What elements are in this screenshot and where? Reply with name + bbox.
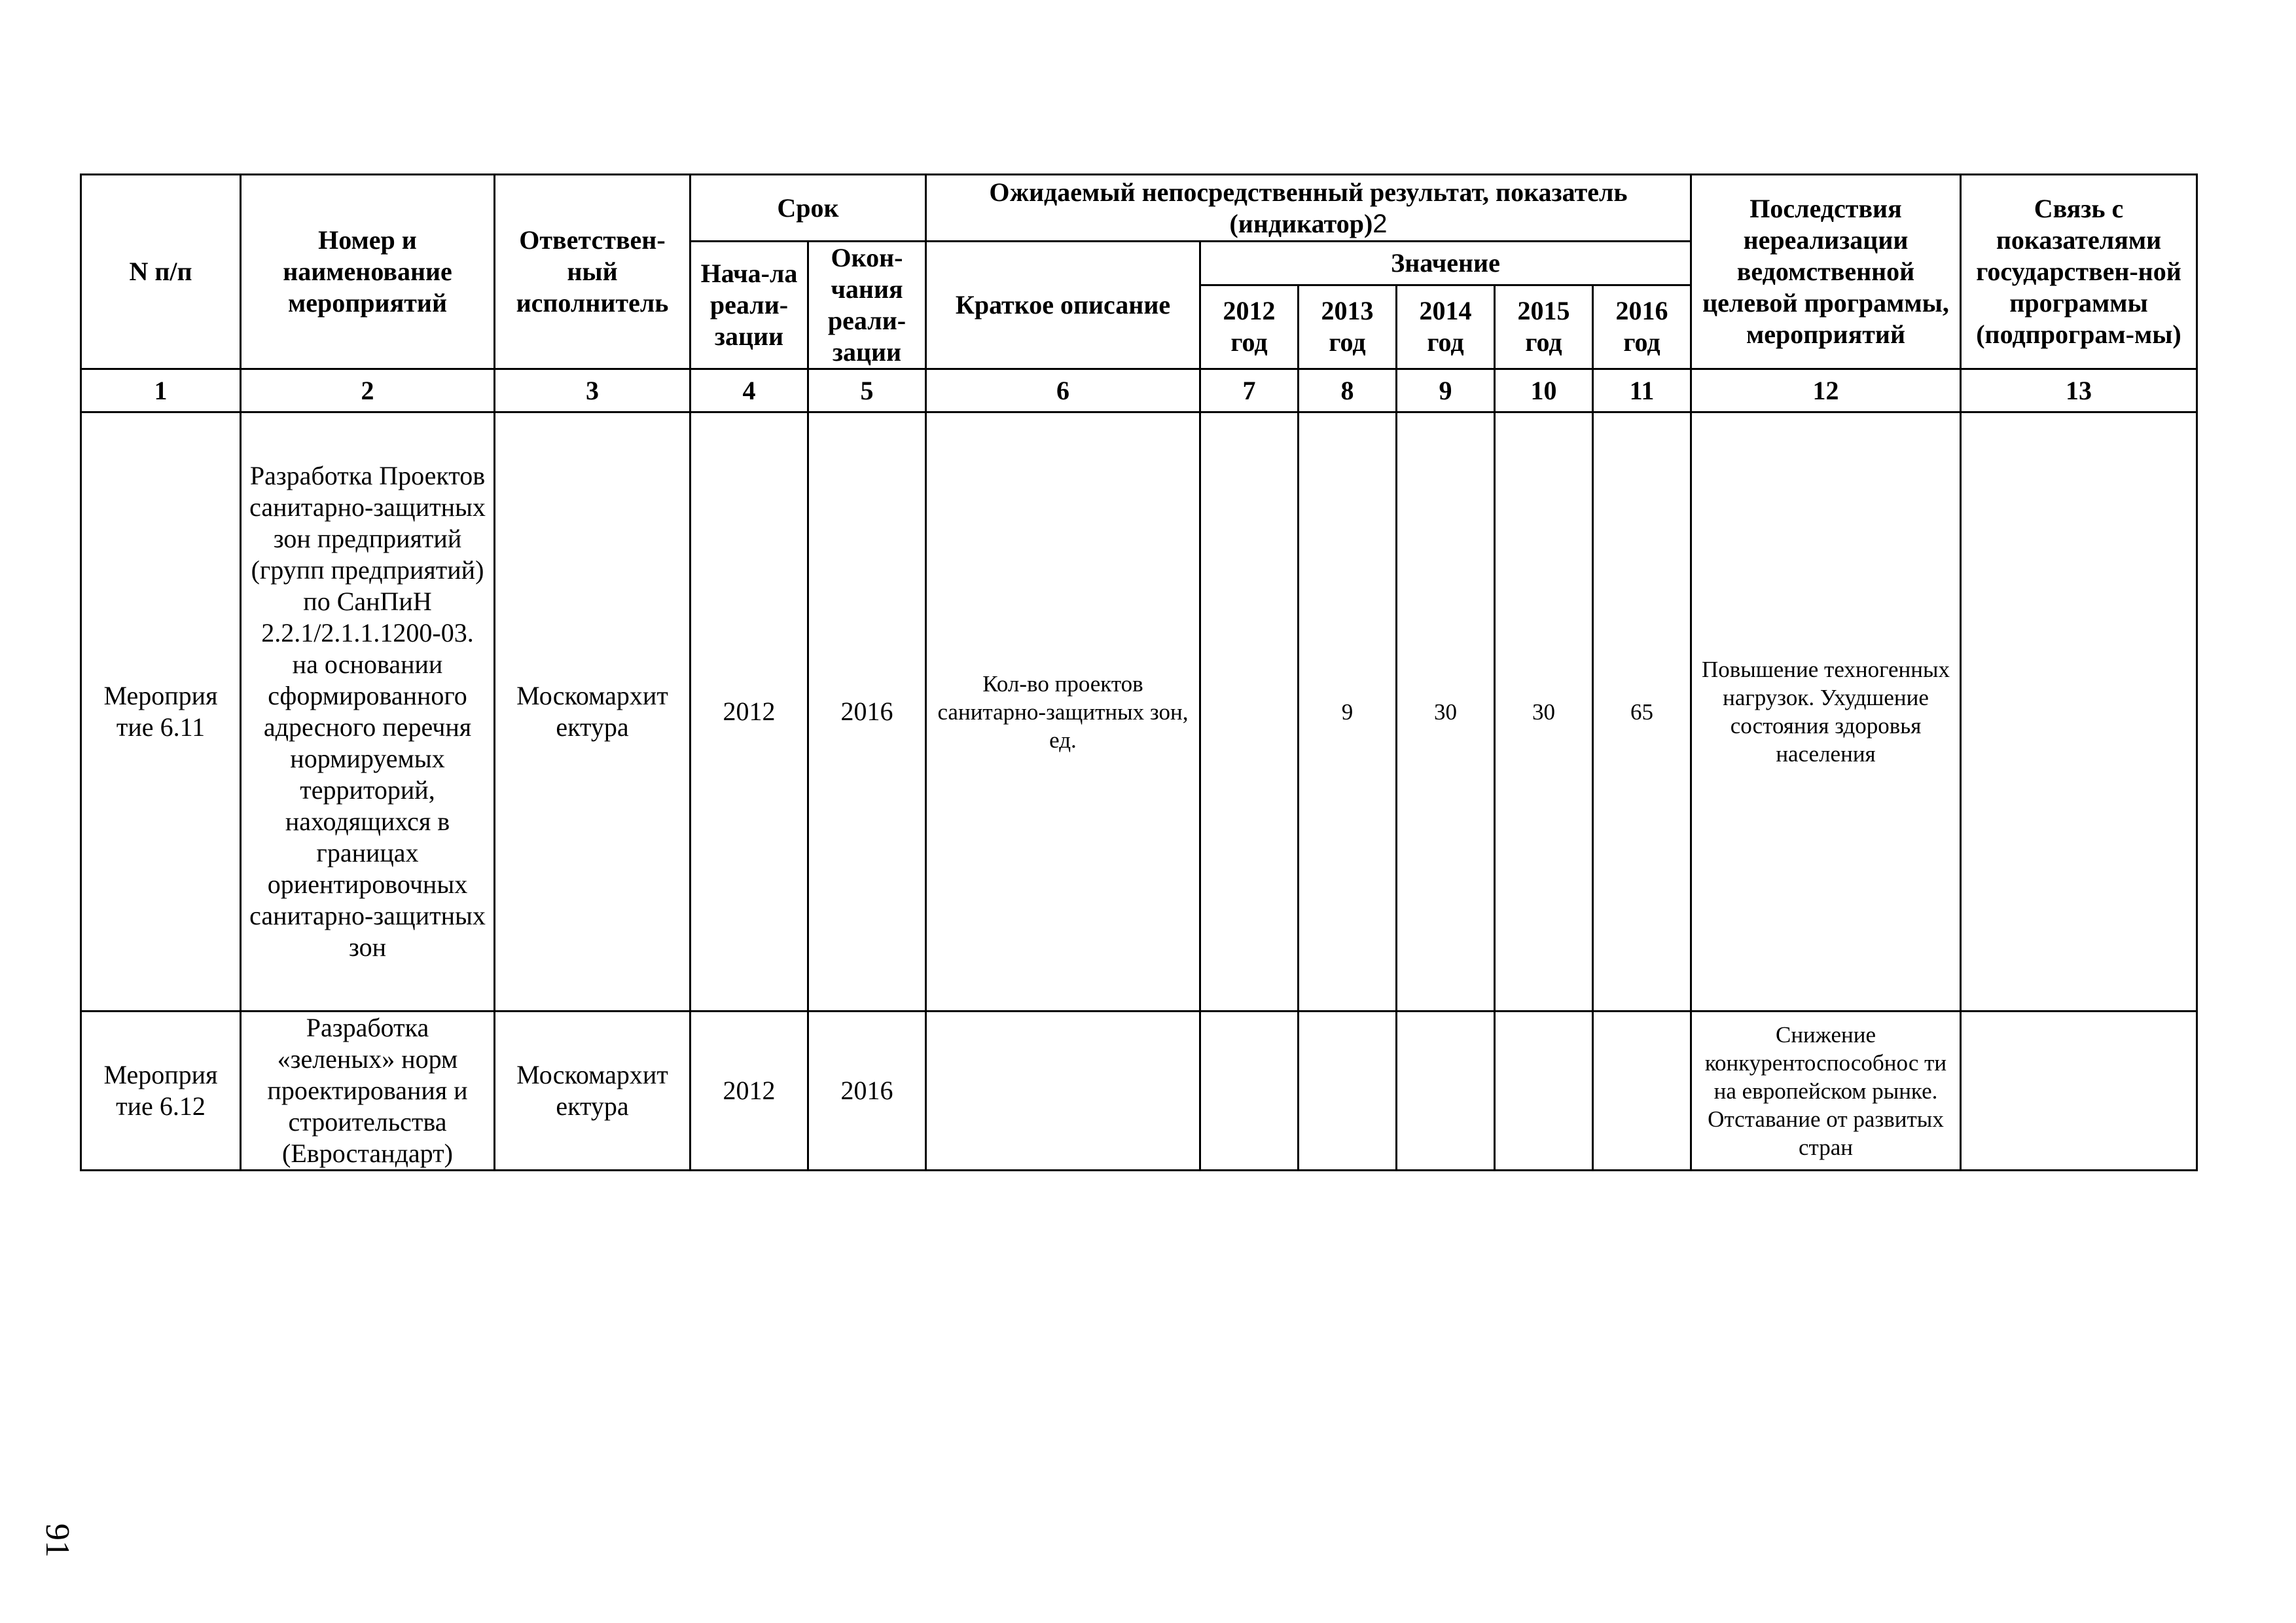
header-expected-result xyxy=(926,175,1691,242)
value-2014 xyxy=(1397,1012,1495,1171)
result-description xyxy=(926,1012,1200,1171)
value-2015 xyxy=(1495,1012,1593,1171)
non-implementation-consequences: Повышение техногенных нагрузок. Ухудшение состояния здоровья населения xyxy=(1691,412,1961,1012)
program-activities-table xyxy=(80,173,2198,1171)
start-year: 2012 xyxy=(691,412,808,1012)
value-2015: 30 xyxy=(1495,412,1593,1012)
responsible-executor: Москомархит ектура xyxy=(495,1012,691,1171)
start-year: 2012 xyxy=(691,1012,808,1171)
header-year-2012: 2012 год xyxy=(1200,285,1299,369)
non-implementation-consequences: Снижение конкурентоспособнос ти на европейском рынке. Отставание от развитых стран xyxy=(1691,1012,1961,1171)
header-short-description: Краткое описание xyxy=(926,242,1200,369)
value-2016 xyxy=(1593,1012,1691,1171)
header-term: Срок xyxy=(691,175,926,242)
column-number: 4 xyxy=(691,369,808,412)
table-row xyxy=(81,412,2197,1012)
header-responsible: Ответствен-ный исполнитель xyxy=(495,175,691,369)
header-term-start: Нача-ла реали-зации xyxy=(691,242,808,369)
result-description: Кол-во проектов санитарно-защитных зон, ед. xyxy=(926,412,1200,1012)
column-number-row xyxy=(81,369,2197,412)
column-number: 6 xyxy=(926,369,1200,412)
header-expected-result-text: Ожидаемый непосредственный результат, показатель (индикатор) xyxy=(989,177,1628,238)
column-number: 9 xyxy=(1397,369,1495,412)
value-2016: 65 xyxy=(1593,412,1691,1012)
header-year-2014: 2014 год xyxy=(1397,285,1495,369)
value-2012 xyxy=(1200,1012,1299,1171)
header-program-link: Связь с показателями государствен-ной программы (подпрограм-мы) xyxy=(1961,175,2197,369)
column-number: 11 xyxy=(1593,369,1691,412)
header-consequences: Последствия нереализации ведомственной целевой программы, мероприятий xyxy=(1691,175,1961,369)
column-number: 7 xyxy=(1200,369,1299,412)
page-number: 91 xyxy=(39,1523,76,1558)
end-year: 2016 xyxy=(808,412,926,1012)
column-number: 12 xyxy=(1691,369,1961,412)
activity-name: Разработка «зеленых» норм проектирования и строительства (Евростандарт) xyxy=(241,1012,495,1171)
column-number: 1 xyxy=(81,369,241,412)
responsible-executor: Москомархит ектура xyxy=(495,412,691,1012)
value-2013: 9 xyxy=(1299,412,1397,1012)
activity-name: Разработка Проектов санитарно-защитных зон предприятий (групп предприятий) по СанПиН 2.2.1/2.1.1.1200-03. на основании сформированного адресного перечня нормируемых территорий, находящихся в границах ориентировочных санитарно-защитных зон xyxy=(241,412,495,1012)
header-expected-result-mark: 2 xyxy=(1372,209,1388,238)
activity-number: Мероприя тие 6.12 xyxy=(81,1012,241,1171)
header-number: N п/п xyxy=(81,175,241,369)
end-year: 2016 xyxy=(808,1012,926,1171)
header-year-2015: 2015 год xyxy=(1495,285,1593,369)
value-2012 xyxy=(1200,412,1299,1012)
program-link xyxy=(1961,412,2197,1012)
column-number: 13 xyxy=(1961,369,2197,412)
table-row xyxy=(81,1012,2197,1171)
header-term-end: Окон-чания реали-зации xyxy=(808,242,926,369)
activity-number: Мероприя тие 6.11 xyxy=(81,412,241,1012)
column-number: 3 xyxy=(495,369,691,412)
value-2014: 30 xyxy=(1397,412,1495,1012)
column-number: 10 xyxy=(1495,369,1593,412)
column-number: 5 xyxy=(808,369,926,412)
header-year-2013: 2013 год xyxy=(1299,285,1397,369)
program-link xyxy=(1961,1012,2197,1171)
header-year-2016: 2016 год xyxy=(1593,285,1691,369)
column-number: 2 xyxy=(241,369,495,412)
value-2013 xyxy=(1299,1012,1397,1171)
header-activity-name: Номер и наименование мероприятий xyxy=(241,175,495,369)
column-number: 8 xyxy=(1299,369,1397,412)
header-value: Значение xyxy=(1200,242,1691,285)
